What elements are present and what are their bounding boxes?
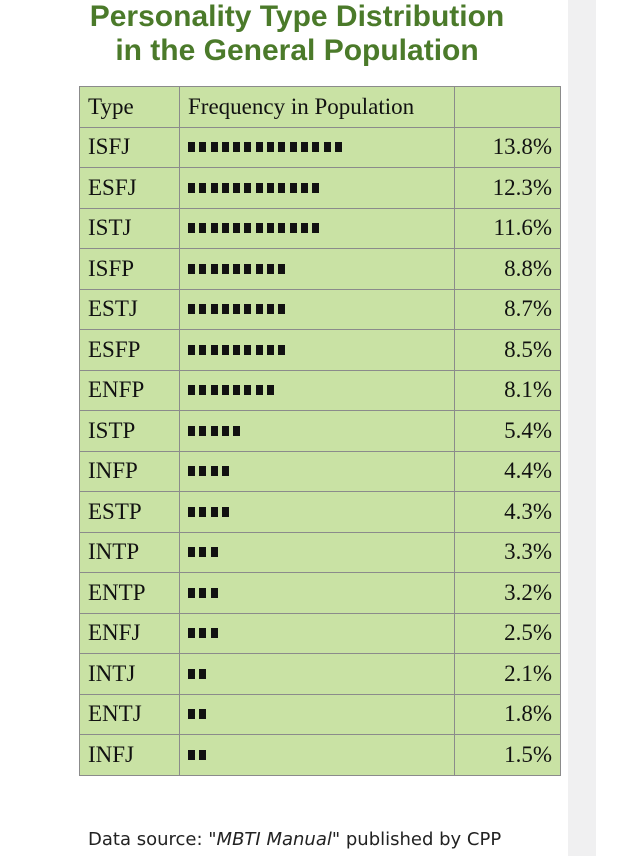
- bar-mark: [290, 183, 297, 193]
- bar-mark: [312, 223, 319, 233]
- bar-mark: [222, 264, 229, 274]
- source-suffix: " published by CPP: [331, 829, 502, 850]
- table-row: [80, 330, 561, 371]
- type-cell: ISFP: [80, 249, 180, 290]
- bar-mark: [267, 183, 274, 193]
- bar-mark: [335, 142, 342, 152]
- frequency-bar: [188, 168, 446, 208]
- bar-mark: [199, 223, 206, 233]
- table-row: [80, 613, 561, 654]
- type-cell: INTJ: [80, 654, 180, 695]
- type-cell: ISFJ: [80, 127, 180, 168]
- bar-mark: [233, 345, 240, 355]
- bar-mark: [222, 183, 229, 193]
- percent-label: 5.4%: [455, 411, 561, 452]
- bar-mark: [278, 142, 285, 152]
- bar-mark: [199, 588, 206, 598]
- frequency-bar-cell: [180, 654, 455, 695]
- percent-label: 1.5%: [455, 735, 561, 776]
- bar-mark: [290, 223, 297, 233]
- type-cell: INTP: [80, 532, 180, 573]
- frequency-bar: [188, 695, 446, 735]
- frequency-bar: [188, 209, 446, 249]
- percent-label: 13.8%: [455, 127, 561, 168]
- bar-mark: [244, 304, 251, 314]
- bar-mark: [233, 142, 240, 152]
- bar-mark: [188, 142, 195, 152]
- bar-mark: [188, 547, 195, 557]
- bar-mark: [278, 223, 285, 233]
- table-row: [80, 735, 561, 776]
- data-source-note: [88, 829, 501, 850]
- table-row: [80, 127, 561, 168]
- frequency-bar-cell: [180, 208, 455, 249]
- bar-mark: [256, 183, 263, 193]
- chart-title: [0, 0, 594, 68]
- bar-mark: [211, 507, 218, 517]
- bar-mark: [301, 183, 308, 193]
- frequency-bar: [188, 614, 446, 654]
- bar-mark: [267, 264, 274, 274]
- bar-mark: [267, 304, 274, 314]
- scrollbar-track[interactable]: [568, 0, 596, 856]
- percent-label: 11.6%: [455, 208, 561, 249]
- bar-mark: [199, 183, 206, 193]
- table-row: [80, 249, 561, 290]
- bar-mark: [211, 142, 218, 152]
- percent-label: 8.5%: [455, 330, 561, 371]
- bar-mark: [188, 304, 195, 314]
- bar-mark: [222, 426, 229, 436]
- bar-mark: [199, 264, 206, 274]
- bar-mark: [233, 264, 240, 274]
- frequency-bar-cell: [180, 370, 455, 411]
- bar-mark: [199, 507, 206, 517]
- frequency-bar-cell: [180, 573, 455, 614]
- percent-label: 8.8%: [455, 249, 561, 290]
- bar-mark: [211, 264, 218, 274]
- bar-mark: [222, 507, 229, 517]
- frequency-bar: [188, 654, 446, 694]
- type-cell: ENTP: [80, 573, 180, 614]
- bar-mark: [199, 669, 206, 679]
- bar-mark: [244, 183, 251, 193]
- type-cell: INFP: [80, 451, 180, 492]
- frequency-bar-cell: [180, 249, 455, 290]
- type-cell: ESFP: [80, 330, 180, 371]
- percent-label: 8.1%: [455, 370, 561, 411]
- frequency-bar: [188, 290, 446, 330]
- bar-mark: [290, 142, 297, 152]
- bar-mark: [188, 345, 195, 355]
- bar-mark: [188, 223, 195, 233]
- bar-mark: [211, 345, 218, 355]
- bar-mark: [222, 466, 229, 476]
- frequency-bar-cell: [180, 694, 455, 735]
- percent-label: 4.4%: [455, 451, 561, 492]
- bar-mark: [199, 142, 206, 152]
- header-type: Type: [80, 87, 180, 128]
- bar-mark: [211, 304, 218, 314]
- frequency-bar: [188, 249, 446, 289]
- bar-mark: [188, 426, 195, 436]
- bar-mark: [278, 183, 285, 193]
- bar-mark: [188, 588, 195, 598]
- bar-mark: [211, 426, 218, 436]
- bar-mark: [256, 223, 263, 233]
- bar-mark: [199, 709, 206, 719]
- frequency-bar: [188, 411, 446, 451]
- type-cell: INFJ: [80, 735, 180, 776]
- bar-mark: [267, 223, 274, 233]
- bar-mark: [188, 466, 195, 476]
- bar-mark: [324, 142, 331, 152]
- percent-label: 2.5%: [455, 613, 561, 654]
- type-cell: ISTJ: [80, 208, 180, 249]
- table-row: [80, 168, 561, 209]
- bar-mark: [278, 264, 285, 274]
- bar-mark: [301, 142, 308, 152]
- bar-mark: [199, 628, 206, 638]
- bar-mark: [256, 304, 263, 314]
- bar-mark: [188, 507, 195, 517]
- bar-mark: [199, 547, 206, 557]
- bar-mark: [267, 345, 274, 355]
- bar-mark: [233, 426, 240, 436]
- bar-mark: [188, 183, 195, 193]
- bar-mark: [233, 304, 240, 314]
- bar-mark: [199, 426, 206, 436]
- type-cell: ESFJ: [80, 168, 180, 209]
- table-row: [80, 411, 561, 452]
- type-cell: ESTJ: [80, 289, 180, 330]
- bar-mark: [233, 223, 240, 233]
- type-cell: ENFJ: [80, 613, 180, 654]
- bar-mark: [211, 588, 218, 598]
- type-cell: ENTJ: [80, 694, 180, 735]
- table-row: [80, 208, 561, 249]
- frequency-bar-cell: [180, 451, 455, 492]
- header-percent: [455, 87, 561, 128]
- percent-label: 3.3%: [455, 532, 561, 573]
- percent-label: 3.2%: [455, 573, 561, 614]
- frequency-bar-cell: [180, 532, 455, 573]
- frequency-bar-cell: [180, 492, 455, 533]
- frequency-bar: [188, 735, 446, 775]
- frequency-bar: [188, 128, 446, 168]
- table-row: [80, 694, 561, 735]
- bar-mark: [256, 264, 263, 274]
- distribution-table: [79, 86, 561, 776]
- frequency-bar: [188, 330, 446, 370]
- bar-mark: [222, 142, 229, 152]
- bar-mark: [188, 669, 195, 679]
- frequency-bar-cell: [180, 613, 455, 654]
- table-row: [80, 573, 561, 614]
- frequency-bar: [188, 492, 446, 532]
- bar-mark: [233, 385, 240, 395]
- bar-mark: [188, 264, 195, 274]
- table-row: [80, 532, 561, 573]
- bar-mark: [199, 466, 206, 476]
- bar-mark: [222, 345, 229, 355]
- bar-mark: [222, 223, 229, 233]
- bar-mark: [222, 385, 229, 395]
- bar-mark: [233, 183, 240, 193]
- bar-mark: [278, 304, 285, 314]
- frequency-bar: [188, 371, 446, 411]
- frequency-bar-cell: [180, 168, 455, 209]
- title-line-2: in the General Population: [115, 34, 479, 67]
- bar-mark: [267, 385, 274, 395]
- percent-label: 12.3%: [455, 168, 561, 209]
- bar-mark: [199, 345, 206, 355]
- bar-mark: [199, 385, 206, 395]
- type-cell: ISTP: [80, 411, 180, 452]
- bar-mark: [199, 304, 206, 314]
- bar-mark: [301, 223, 308, 233]
- frequency-bar-cell: [180, 289, 455, 330]
- header-frequency: Frequency in Population: [180, 87, 455, 128]
- table-row: [80, 451, 561, 492]
- frequency-bar: [188, 573, 446, 613]
- bar-mark: [312, 183, 319, 193]
- bar-mark: [211, 385, 218, 395]
- bar-mark: [244, 385, 251, 395]
- bar-mark: [244, 223, 251, 233]
- header-row: [80, 87, 561, 128]
- percent-label: 1.8%: [455, 694, 561, 735]
- table-row: [80, 654, 561, 695]
- source-prefix: Data source: ": [88, 829, 217, 850]
- frequency-bar: [188, 533, 446, 573]
- bar-mark: [211, 223, 218, 233]
- bar-mark: [188, 750, 195, 760]
- percent-label: 4.3%: [455, 492, 561, 533]
- bar-mark: [188, 709, 195, 719]
- table-row: [80, 370, 561, 411]
- frequency-bar: [188, 452, 446, 492]
- bar-mark: [188, 385, 195, 395]
- bar-mark: [244, 345, 251, 355]
- frequency-bar-cell: [180, 735, 455, 776]
- frequency-bar-cell: [180, 127, 455, 168]
- bar-mark: [188, 628, 195, 638]
- bar-mark: [211, 628, 218, 638]
- bar-mark: [312, 142, 319, 152]
- bar-mark: [278, 345, 285, 355]
- bar-mark: [256, 142, 263, 152]
- bar-mark: [244, 142, 251, 152]
- bar-mark: [211, 183, 218, 193]
- frequency-bar-cell: [180, 411, 455, 452]
- bar-mark: [244, 264, 251, 274]
- frequency-bar-cell: [180, 330, 455, 371]
- bar-mark: [211, 547, 218, 557]
- percent-label: 2.1%: [455, 654, 561, 695]
- bar-mark: [256, 385, 263, 395]
- type-cell: ENFP: [80, 370, 180, 411]
- bar-mark: [199, 750, 206, 760]
- bar-mark: [222, 304, 229, 314]
- bar-mark: [211, 466, 218, 476]
- source-publication: MBTI Manual: [216, 829, 332, 850]
- type-cell: ESTP: [80, 492, 180, 533]
- table-row: [80, 289, 561, 330]
- title-line-1: Personality Type Distribution: [89, 0, 505, 33]
- table-row: [80, 492, 561, 533]
- bar-mark: [256, 345, 263, 355]
- bar-mark: [267, 142, 274, 152]
- percent-label: 8.7%: [455, 289, 561, 330]
